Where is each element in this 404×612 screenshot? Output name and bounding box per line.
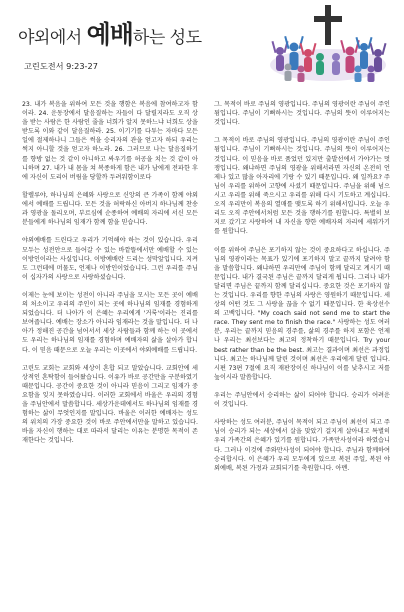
title-part-1: 야외에서 <box>18 28 87 48</box>
title-part-3: 하는 성도 <box>132 28 202 48</box>
page-title <box>18 22 202 47</box>
body-paragraph: 이제는 눈에 보이는 성전이 아니라 주님을 모시는 모든 곳이 예배의 처소이고 우리의 주인이 되는 곳에 하나님의 임재를 경험하게 되었습니다. 더 나아가 이 은혜는 우리에게 '거룩'이라는 진리를 보여줍니다. 예배는 장소가 아니라 임재라는 것을 말입니다. 더 나아가 정해진 공간을 넘어서서 세상 사람들과 함께 하는 이 곳에서도 우리는 하나님의 임재를 경험하며 예배자의 삶을 살아가 합니다. 이 믿음 때문으로 오늘 우리는 이곳에서 야외예배를 드립니다. <box>22 291 198 354</box>
body-paragraph: 23. 내가 복음을 위하여 모든 것을 행함은 복음에 참여하고자 함이라. 24. 운동장에서 달음질하는 자들이 다 달릴지라도 오직 상을 받는 사람은 한 사람인 줄을 너희가 알지 못하느냐 너희도 상을 받도록 이와 같이 달음질하라. 25. 이기기를 다투는 자마다 모든 일에 절제하나니 그들은 썩을 승리자의 관을 얻고자 하되 우리는 썩지 아니할 것을 얻고자 하노라. 26. 그러므로 나는 달음질하기를 향방 없는 것 같이 아니하고 싸우기를 허공을 치는 것 같이 아니하며 27. 내가 내 몸을 쳐 복종하게 함은 내가 남에게 전파한 후에 자신이 도리어 버림을 당할까 두려워함이로다 <box>22 101 198 181</box>
scripture-reference: 고린도전서 9:23-27 <box>24 61 98 71</box>
body-paragraph: 사랑하는 성도 여러분, 주님이 목적이 되고 주님이 최선이 되고 주님이 승리가 되는 세상에서 살을 맞았기 걸지게 살아내고 특별히 우리 가족간의 은혜가 있기를 원합니다. 가족만사성이라 하였습니다. 그러나 이것에 주와만사성이 되어야 합니다. 주님과 함께하여 승리합시다. 이 은혜가 우리 모두에게 있으로 복된 주일, 복된 야외예배, 복된 가정과 교회되기를 축원합니다. 아멘. <box>214 419 390 472</box>
body-paragraph: 그. 목적이 바로 주님의 영광입니다. 주님의 영광이란 주님이 주인됨입니다. 주님이 기뻐하시는 것입니다. 주님의 뜻이 이루어지는 것입니다. <box>214 101 390 127</box>
body-paragraph: 할렐루야, 하나님의 은혜와 사랑으로 신앙의 큰 가족이 함께 야외에서 예배를 드립니다. 모든 것을 허락하신 아버지 하나님께 찬송과 영광을 돌리오며, 부르심에 순종하여 예배의 자리에 서신 모든 분들에게 하나님의 임재가 함께 함을 믿습니다. <box>22 191 198 227</box>
cross-icon <box>314 5 342 45</box>
page-header <box>0 0 404 86</box>
body-paragraph: 그 목적이 바로 주님의 영광입니다. 주님의 영광이란 주님이 주인됨입니다. 주님이 기뻐하시는 것입니다. 주님의 뜻이 이루어지는 것입니다. 이 믿음을 바로 품었던 있지만 출발선에서 가야가는 멋쟁입니다. 왜냐하면 주님의 영광을 위해서라면 자신의 온전히 언제나 있고 많을 아자리에 기랑 수 있기 때문입니다. 왜 일까요? 주님이 우리를 위하여 고향에 사셨기 때문입니다. 주님을 위해 넘으시고 우리를 위해 죽으시고 우리를 위해 다시 기도하고 계십니다. 오직 우리만이 복음의 열매를 맺도록 하기 위해서입니다. 오늘 우리도 오직 주안에서처럼 모든 것을 행하기를 원합니다. 특별히 보지로 갔기고 사랑하여 내 자신을 향한 예배자의 자리에 세워가기를 원합니다. <box>214 137 390 236</box>
worshippers-illustration <box>270 3 390 83</box>
body-paragraph: 우리는 주님안에서 승리하는 삶이 되어야 합니다. 승리가 어려운이 것입니다. <box>214 392 390 409</box>
body-paragraph: 고린도 교회는 교회와 세상이 혼합 되고 말았습니다. 교회안에 세상적인 혼탁함이 들어왔습니다. 이유가 바로 공간만을 구분하였기 때문입니다. 공간이 중요한 것이 아니라 믿음이 그리고 임재가 중요함을 잊지 못하였습니다. 이러한 교회에서 바울은 우리의 경험을 주님안에서 말씀합니다. 세상가운데에서도 하나님의 임재를 경험하는 삶이 무엇인지를 말입니다. 바울은 이러한 예배자는 성도의 위치의 가장 중요한 것이 바로 주안에서만을 말하고 있습니다. 바울 자신이 행하는 대로 따라서 달리는 이유는 분명한 목적이 존재한다는 것입니다. <box>22 364 198 445</box>
left-column <box>22 100 198 455</box>
right-column <box>214 100 390 482</box>
body-paragraph: 이를 위하여 주님은 포기하지 않는 것이 중요하다고 하십니다. 주님의 영광이라는 목표가 있기에 포기하지 말고 끝까지 달려야 함을 말씀합니다. 왜냐하면 우리만에 주님이 함께 달리고 계시기 때문입니다. 내가 결국된 주님은 끝까지 달리게 됩니다. 그리나 내가 달리면 주님은 끝까지 함께 달리십니다. 중요한 것은 포기하지 않는 것입니다. 우리를 향한 주님의 사랑은 영원하기 때문입니다. 세상의 어떤 것도 그 사랑을 끊을 수 없기 때문입니다. 한 육상선수의 고백입니다. "My coach said not send me to start the race. They sent me to finish the race." 사랑하는 성도 여러분, 우리는 끝까지 믿음의 경주를, 삶의 경주를 하지 포함은 언제나 우리는 최선보다는 최고의 정착하기 때문입니다. Try your best rather than be the best. 최고는 결과이며 최선은 과정입니다. 최고는 하나님께 달린 것이며 최선은 우리에게 달린 입니다. 시편 73편 7절에 요직 재판장이신 하나님이 이를 낮추시고 저를 높이시라 말씀합니다. <box>214 246 390 381</box>
body-paragraph: 야외예배를 드린다고 우리가 기억해야 하는 것이 있습니다. 우리 모두는 성전안으로 들어갈 수 있는 바깥뜰에서만 예배할 수 있는 이방인이라는 사실입니다. 이방예배란 드리는 성막앞입니다. 지켜도 그런데에 머물도, 언제나 이방인이었습니다. 그런 우리를 주님이 십자가의 사랑으로 사랑하셨습니다. <box>22 237 198 281</box>
title-part-2: 예배 <box>86 20 133 49</box>
